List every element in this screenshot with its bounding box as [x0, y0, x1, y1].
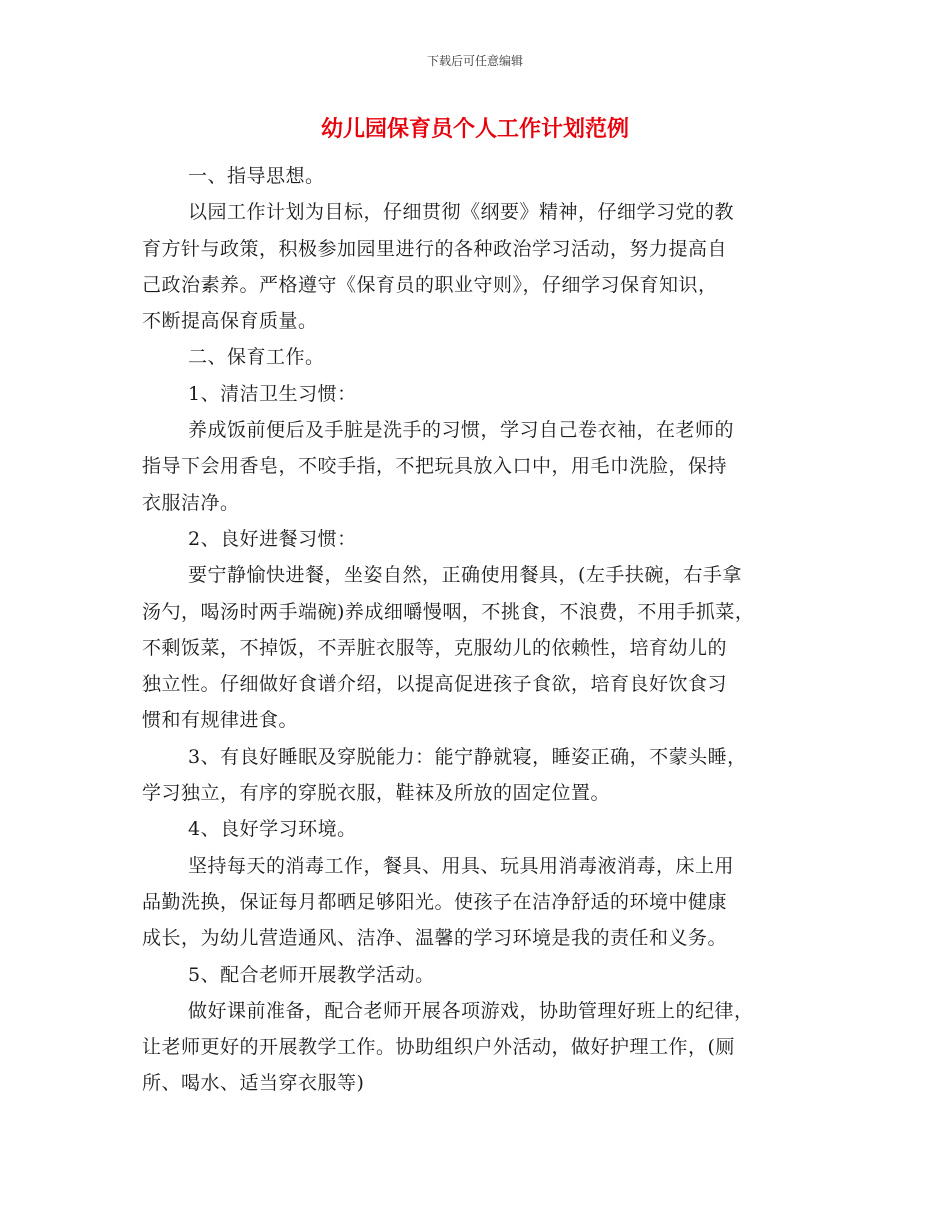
text-line: 不剩饭菜，不掉饭，不弄脏衣服等，克服幼儿的依赖性，培育幼儿的: [142, 636, 728, 659]
text-line: 育方针与政策，积极参加园里进行的各种政治学习活动，努力提高自: [142, 237, 728, 260]
text-line: 3、有良好睡眠及穿脱能力：能宁静就寝，睡姿正确，不蒙头睡，: [188, 745, 747, 768]
text-line: 1、清洁卫生习惯：: [188, 382, 357, 405]
text-line: 学习独立，有序的穿脱衣服，鞋袜及所放的固定位置。: [142, 782, 611, 805]
text-line: 不断提高保育质量。: [142, 310, 318, 333]
text-line: 独立性。仔细做好食谱介绍，以提高促进孩子食欲，培育良好饮食习: [142, 673, 728, 696]
text-line: 指导下会用香皂，不咬手指，不把玩具放入口中，用毛巾洗脸，保持: [142, 455, 728, 478]
text-line: 4、良好学习环境。: [188, 818, 357, 841]
text-line: 坚持每天的消毒工作，餐具、用具、玩具用消毒液消毒，床上用: [188, 854, 735, 877]
document-title: 幼儿园保育员个人工作计划范例: [320, 117, 629, 142]
text-line: 以园工作计划为目标，仔细贯彻《纲要》精神，仔细学习党的教: [188, 201, 735, 224]
text-line: 5、配合老师开展教学活动。: [188, 963, 435, 986]
text-line: 品勤洗换，保证每月都晒足够阳光。使孩子在洁净舒适的环境中健康: [142, 890, 728, 913]
text-line: 惯和有规律进食。: [142, 709, 299, 732]
text-line: 2、良好进餐习惯：: [188, 527, 357, 550]
text-line: 要宁静愉快进餐，坐姿自然，正确使用餐具，(左手扶碗，右手拿: [188, 564, 742, 587]
text-line: 衣服洁净。: [142, 491, 240, 514]
text-line: 让老师更好的开展教学工作。协助组织户外活动，做好护理工作，(厕: [142, 1036, 735, 1059]
text-line: 养成饭前便后及手脏是洗手的习惯，学习自己卷衣袖，在老师的: [188, 419, 735, 442]
text-line: 做好课前准备，配合老师开展各项游戏，协助管理好班上的纪律，: [188, 999, 754, 1022]
header-note: 下载后可任意编辑: [426, 54, 523, 68]
document-body: [142, 158, 814, 1102]
text-line: 己政治素养。严格遵守《保育员的职业守则》，仔细学习保育知识，: [142, 273, 718, 296]
text-line: 汤勺，喝汤时两手端碗)养成细嚼慢咽，不挑食，不浪费，不用手抓菜，: [142, 600, 755, 623]
text-line: 一、指导思想。: [188, 165, 325, 187]
text-line: 二、保育工作。: [188, 346, 325, 369]
text-line: 所、喝水、适当穿衣服等): [142, 1072, 365, 1095]
text-line: 成长，为幼儿营造通风、洁净、温馨的学习环境是我的责任和义务。: [142, 927, 728, 950]
